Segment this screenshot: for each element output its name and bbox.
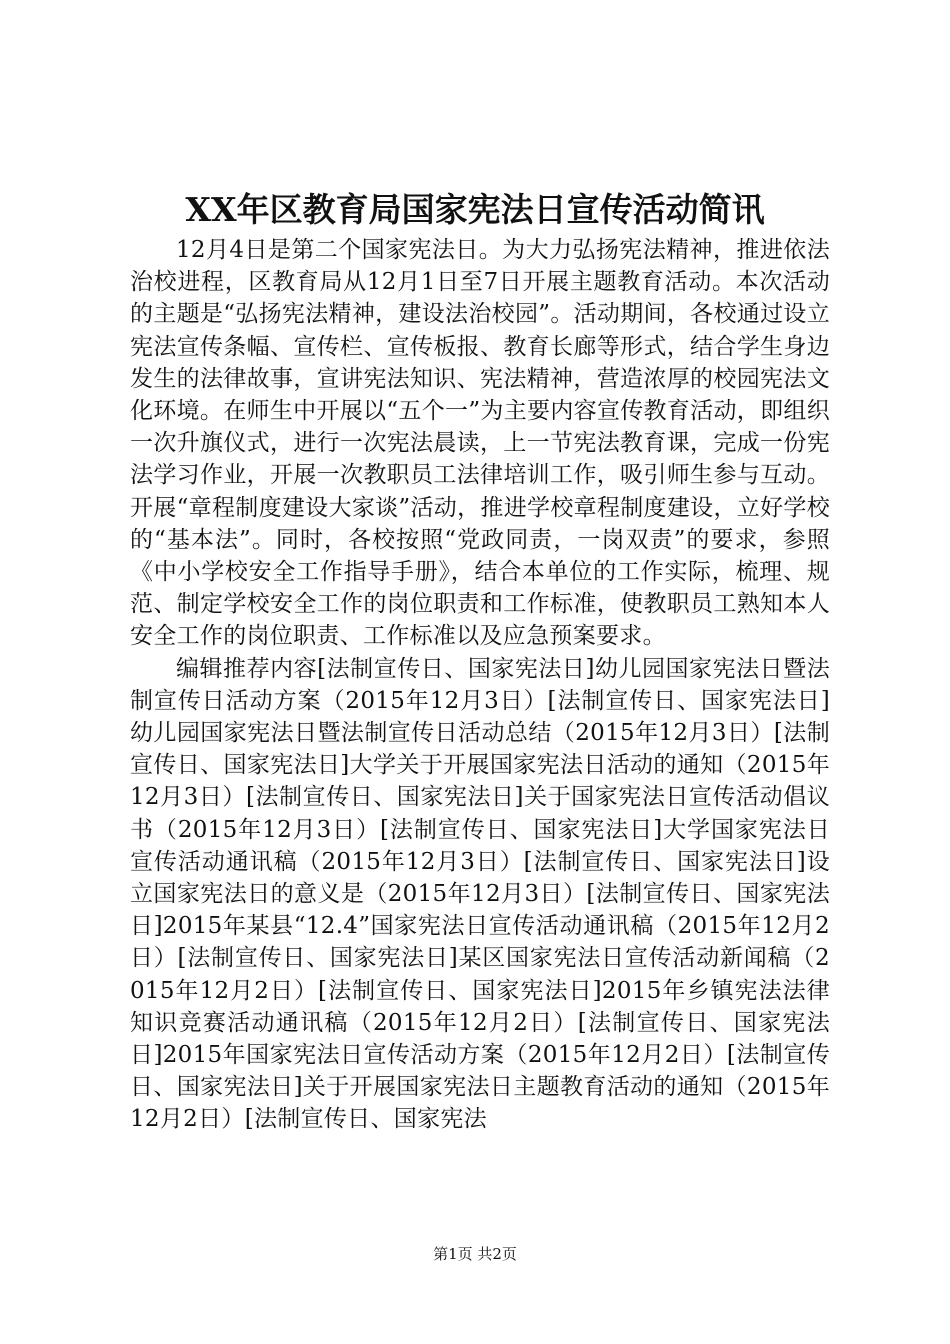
document-body: [130, 234, 830, 1136]
page-number: 第1页 共2页: [433, 1245, 517, 1263]
document-title: XX年区教育局国家宪法日宣传活动简讯: [185, 190, 765, 229]
paragraph-activity-summary: 12月4日是第二个国家宪法日。为大力弘扬宪法精神，推进依法治校进程，区教育局从12月1日至7日开展主题教育活动。本次活动的主题是“弘扬宪法精神，建设法治校园”。活动期间，各校通过设立宪法宣传条幅、宣传栏、宣传板报、教育长廊等形式，结合学生身边发生的法律故事，宣讲宪法知识、宪法精神，营造浓厚的校园宪法文化环境。在师生中开展以“五个一”为主要内容宣传教育活动，即组织一次升旗仪式，进行一次宪法晨读，上一节宪法教育课，完成一份宪法学习作业，开展一次教职员工法律培训工作，吸引师生参与互动。开展“章程制度建设大家谈”活动，推进学校章程制度建设，立好学校的“基本法”。同时，各校按照“党政同责，一岗双责”的要求，参照《中小学校安全工作指导手册》，结合本单位的工作实际，梳理、规范、制定学校安全工作的岗位职责和工作标准，使教职员工熟知本人安全工作的岗位职责、工作标准以及应急预案要求。: [130, 237, 830, 650]
paragraph-recommended-content: 编辑推荐内容[法制宣传日、国家宪法日]幼儿园国家宪法日暨法制宣传日活动方案（2015年12月3日）[法制宣传日、国家宪法日]幼儿园国家宪法日暨法制宣传日活动总结（2015年12月3日）[法制宣传日、国家宪法日]大学关于开展国家宪法日活动的通知（2015年12月3日）[法制宣传日、国家宪法日]关于国家宪法日宣传活动倡议书（2015年12月3日）[法制宣传日、国家宪法日]大学国家宪法日宣传活动通讯稿（2015年12月3日）[法制宣传日、国家宪法日]设立国家宪法日的意义是（2015年12月3日）[法制宣传日、国家宪法日]2015年某县“12.4”国家宪法日宣传活动通讯稿（2015年12月2日）[法制宣传日、国家宪法日]某区国家宪法日宣传活动新闻稿（2015年12月2日）[法制宣传日、国家宪法日]2015年乡镇宪法法律知识竞赛活动通讯稿（2015年12月2日）[法制宣传日、国家宪法日]2015年国家宪法日宣传活动方案（2015年12月2日）[法制宣传日、国家宪法日]关于开展国家宪法日主题教育活动的通知（2015年12月2日）[法制宣传日、国家宪法: [130, 655, 830, 1133]
